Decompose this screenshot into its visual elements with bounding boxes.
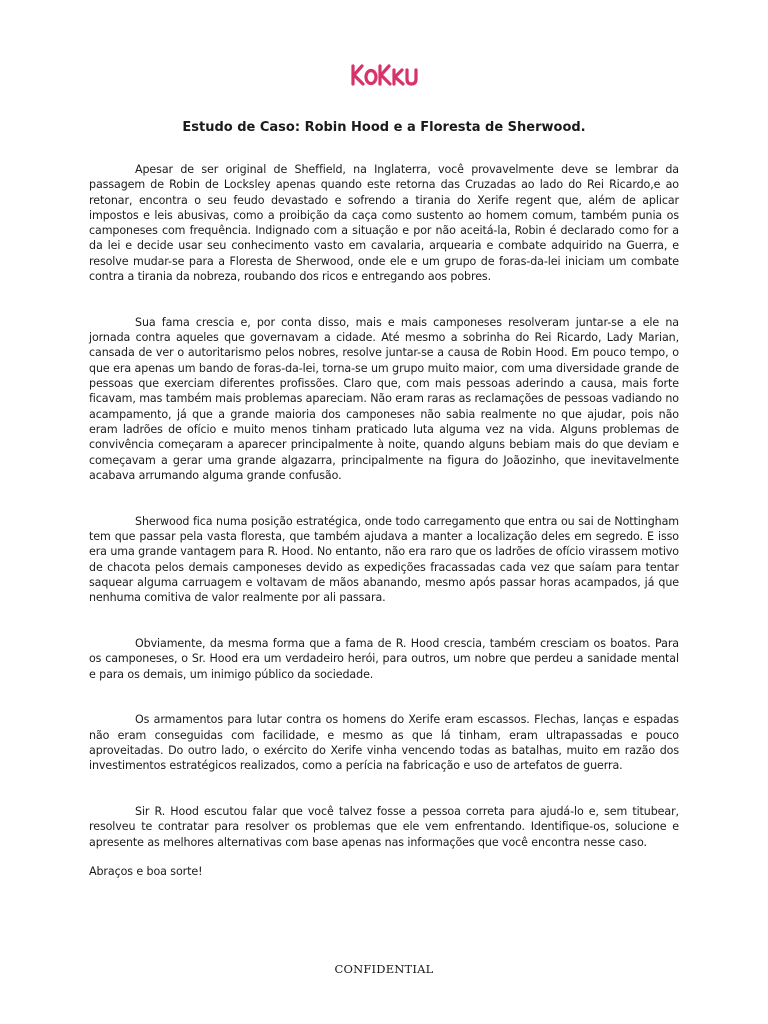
confidential-footer: CONFIDENTIAL [334,962,434,976]
kokku-logo [0,62,768,92]
paragraph-1: Apesar de ser original de Sheffield, na Inglaterra, você provavelmente deve se lembrar da passagem de Robin de Locksley apenas quando este retorna das Cruzadas ao lado do Rei Ricardo,e ao retonar, encontra o seu feudo devastado e sofrendo a tirania do Xerife regent que, além de aplicar impostos e leis abusivas, como a proibição da caça como sustento ao homem comum, também punia os camponeses com frequência. Indignado com a situação e por não aceitá-la, Robin é declarado como for a da lei e decide usar seu conhecimento vasto em cavalaria, arquearia e combate adquirido na Guerra, e resolve mudar-se para a Floresta de Sherwood, onde ele e um grupo de foras-da-lei iniciam um combate contra a tirania da nobreza, roubando dos ricos e entregando aos pobres. [89,163,679,284]
document-title: Estudo de Caso: Robin Hood e a Floresta de Sherwood. [182,120,586,135]
paragraph-3: Sherwood fica numa posição estratégica, onde todo carregamento que entra ou sai de Nottingham tem que passar pela vasta floresta, que também ajudava a manter a localização deles em segredo. E isso era uma grande vantagem para R. Hood. No entanto, não era raro que os ladrões de ofício virassem motivo de chacota pelos demais camponeses devido as expedições fracassadas cada vez que saíam para tentar saquear alguma carruagem e voltavam de mãos abanando, mesmo após passar horas acampados, já que nenhuma comitiva de valor realmente por ali passara. [89,514,679,605]
paragraph-2: Sua fama crescia e, por conta disso, mais e mais camponeses resolveram juntar-se a ele na jornada contra aqueles que governavam a cidade. Até mesmo a sobrinha do Rei Ricardo, Lady Marian, cansada de ver o autoritarismo pelos nobres, resolve juntar-se a causa de Robin Hood. Em pouco tempo, o que era apenas um bando de foras-da-lei, torna-se um grupo muito maior, com uma diversidade grande de pessoas que exerciam diferentes profissões. Claro que, com mais pessoas aderindo a causa, mais forte ficavam, mas também mais problemas apareciam. Não eram raras as reclamações de pessoas vadiando no acampamento, já que a grande maioria dos camponeses não sabia realmente no que ajudar, pois não eram ladrões de ofício e muito menos tinham praticado luta alguma vez na vida. Alguns problemas de convivência começaram a aparecer principalmente à noite, quando alguns bebiam mais do que deviam e começavam a gerar uma grande algazarra, principalmente na figura do Joãozinho, que inevitavelmente acabava arrumando alguma grande confusão. [89,315,679,482]
paragraph-4: Obviamente, da mesma forma que a fama de R. Hood crescia, também cresciam os boatos. Para os camponeses, o Sr. Hood era um verdadeiro herói, para outros, um nobre que perdeu a sanidade mental e para os demais, um inimigo público da sociedade. [89,636,679,681]
kokku-logo-mark [349,62,419,88]
closing-line: Abraços e boa sorte! [89,864,203,878]
paragraph-6: Sir R. Hood escutou falar que você talvez fosse a pessoa correta para ajudá-lo e, sem titubear, resolveu te contratar para resolver os problemas que ele vem enfrentando. Identifique-os, solucione e apresente as melhores alternativas com base apenas nas informações que você encontra nesse caso. [89,805,679,849]
paragraph-5: Os armamentos para lutar contra os homens do Xerife eram escassos. Flechas, lanças e espadas não eram conseguidas com facilidade, e mesmo as que lá tinham, eram ultrapassadas e pouco aproveitadas. Do outro lado, o exército do Xerife vinha vencendo todas as batalhas, muito em razão dos investimentos estratégicos realizados, como a perícia na fabricação e uso de artefatos de guerra. [89,713,679,773]
document-body [89,162,679,879]
